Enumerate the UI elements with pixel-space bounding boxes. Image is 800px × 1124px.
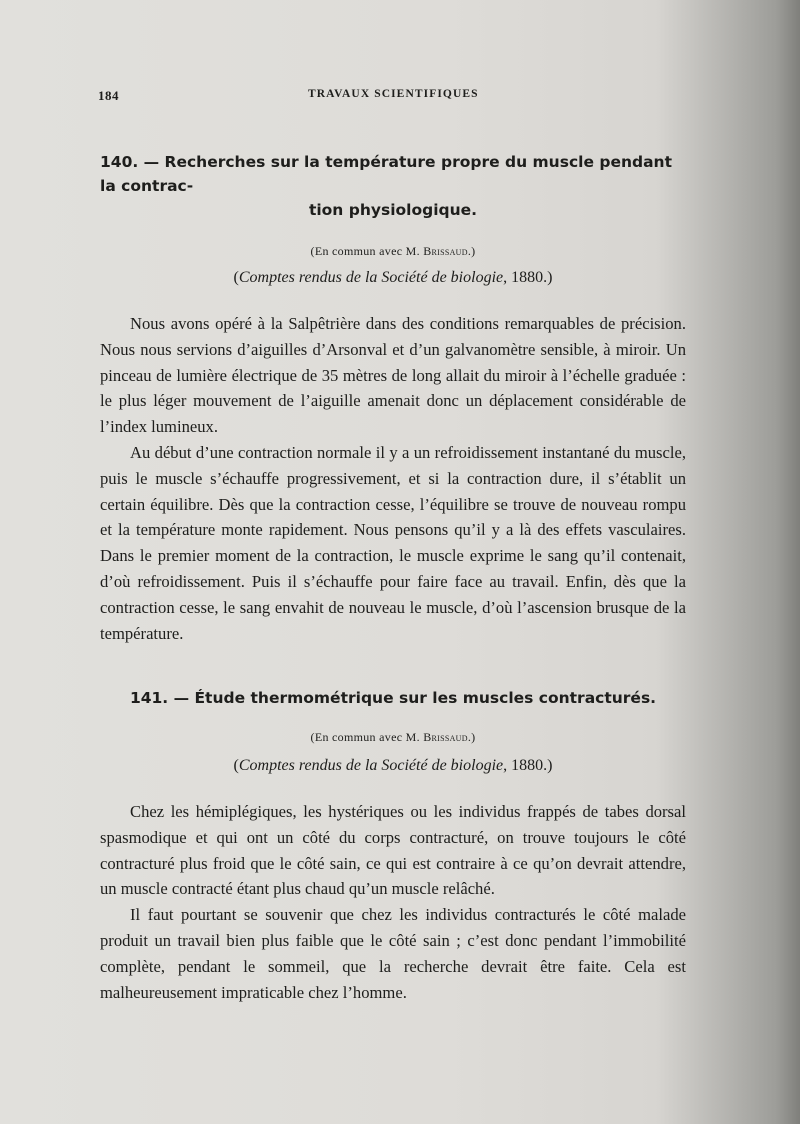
- paragraph: Nous avons opéré à la Salpêtrière dans des conditions remarquables de précision. Nous nous servions d’aiguilles d’Arsonval et d’un galvanomètre sensible, à miroir. Un pinceau de lumière électrique de 35 mètres de long allait du miroir à l’échelle graduée : le plus léger mouvement de l’aiguille amenait donc un déplacement considérable de l’index lumineux.: [100, 314, 686, 437]
- coauthor-prefix: (En commun avec M.: [310, 730, 424, 744]
- paragraph: Chez les hémiplégiques, les hystériques ou les individus frappés de tabes dorsal spasmodique et qui ont un côté du corps contracturé, on trouve toujours le côté contracturé plus froid que le côté sain, ce qui est contraire à ce qu’on devrait attendre, un muscle contracté étant plus chaud qu’un muscle relâché.: [100, 802, 686, 899]
- citation: [100, 757, 686, 775]
- section-140: [100, 150, 686, 646]
- page-header: [0, 88, 800, 108]
- coauthor-prefix: (En commun avec M.: [310, 244, 424, 258]
- coauthor-name: Brissaud: [423, 244, 468, 258]
- paragraph: Il faut pourtant se souvenir que chez les individus contracturés le côté malade produit un travail bien plus faible que le côté sain ; c’est donc pendant l’immobilité complète, pendant le sommeil, que la recherche devrait être faite. Cela est malheureusement impraticable chez l’homme.: [100, 905, 686, 1002]
- section-title: 141. — Étude thermométrique sur les muscles contracturés.: [129, 689, 657, 707]
- section-141: [100, 686, 686, 1005]
- citation-year: , 1880.): [503, 757, 553, 774]
- section-title: [100, 150, 686, 222]
- coauthor-note: [100, 244, 686, 259]
- coauthor-suffix: .): [467, 244, 476, 258]
- section-body: [100, 311, 686, 646]
- citation-open: (: [233, 757, 239, 774]
- paragraph: Au début d’une contraction normale il y a un refroidissement instantané du muscle, puis le muscle s’échauffe progressivement, et si la contraction dure, il s’établit un certain équilibre. Dès que la contraction cesse, l’équilibre se trouve de nouveau rompu et la température monte rapidement. Nous pensons qu’il y a là des effets vasculaires. Dans le premier moment de la contraction, le muscle exprime le sang qu’il contenait, d’où refroidissement. Puis il s’échauffe pour faire face au travail. Enfin, dès que la contraction cesse, le sang envahit de nouveau le muscle, d’où l’ascension brusque de la température.: [100, 442, 686, 643]
- citation: [100, 269, 686, 287]
- citation-journal: Comptes rendus de la Société de biologie: [238, 269, 504, 286]
- page-number: 184: [98, 88, 119, 103]
- citation-year: , 1880.): [503, 269, 553, 286]
- citation-journal: Comptes rendus de la Société de biologie: [238, 757, 504, 774]
- coauthor-note: [100, 730, 686, 745]
- section-body: [100, 799, 686, 1005]
- citation-open: (: [233, 269, 239, 286]
- coauthor-suffix: .): [467, 730, 476, 744]
- section-title-line-1: 140. — Recherches sur la température propre du muscle pendant la contrac-: [100, 153, 672, 195]
- running-title: TRAVAUX SCIENTIFIQUES: [308, 88, 479, 100]
- coauthor-name: Brissaud: [423, 730, 468, 744]
- section-title-line-2: tion physiologique.: [308, 201, 478, 219]
